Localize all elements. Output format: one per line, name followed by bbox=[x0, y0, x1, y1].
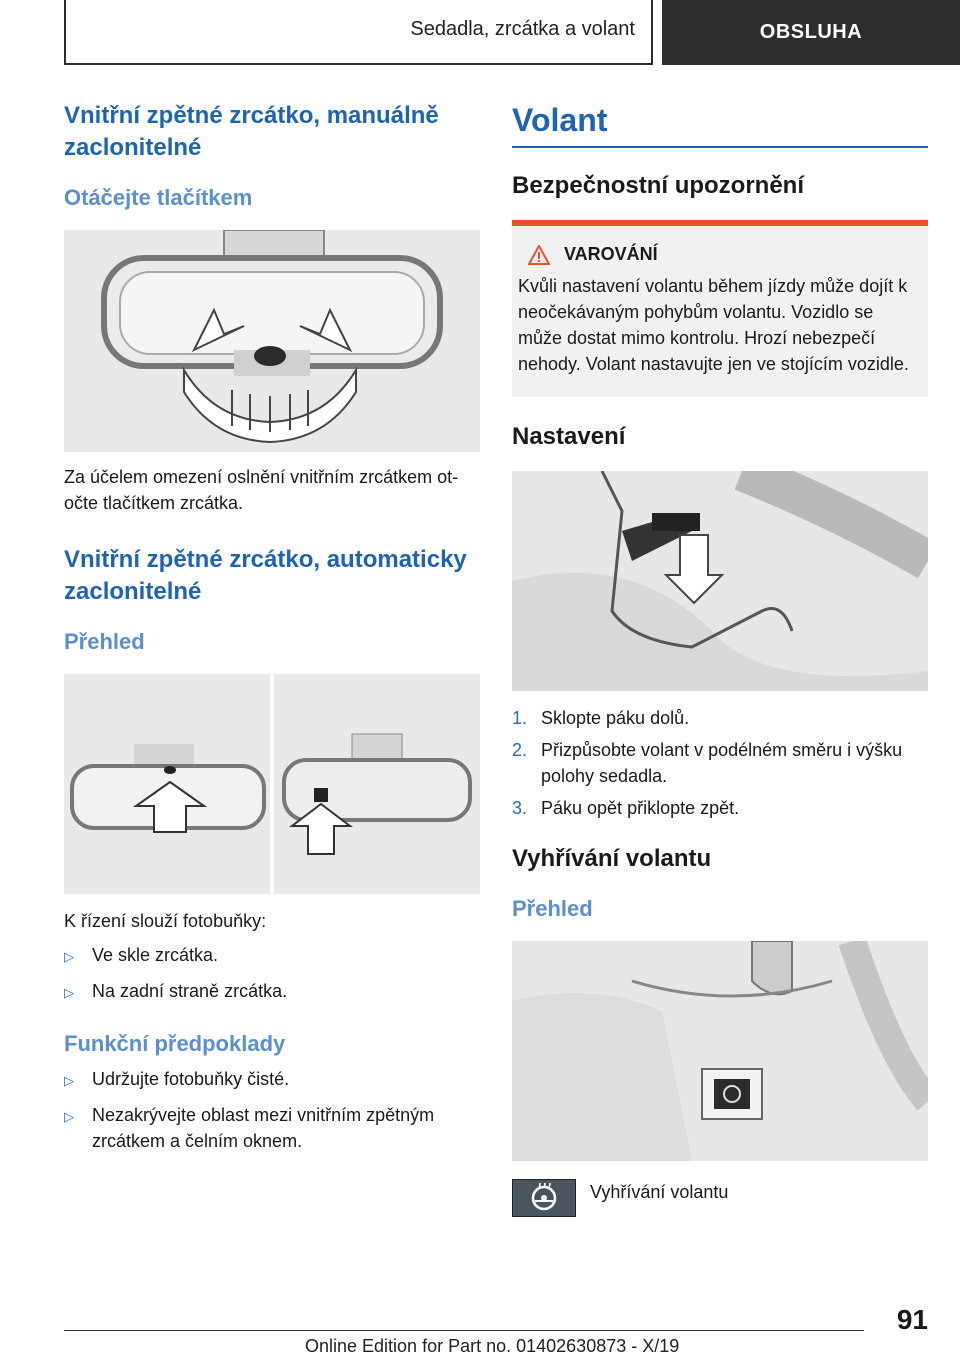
steps-list bbox=[512, 705, 928, 821]
steering-heating-icon bbox=[512, 1179, 576, 1217]
list-item: ▷ Ve skle zrcátka. bbox=[64, 942, 480, 970]
figure-steering-lever bbox=[512, 471, 928, 691]
chapter-tab[interactable]: OBSLUHA bbox=[662, 0, 960, 65]
footer-edition: Online Edition for Part no. 01402630873 - X/19 bbox=[305, 1336, 680, 1356]
subheading-rotate-button: Otáčejte tlačítkem bbox=[64, 185, 253, 210]
warning-triangle-icon bbox=[528, 245, 550, 265]
list-item: ▷ Na zadní straně zrcátka. bbox=[64, 978, 480, 1006]
triangle-bullet-icon: ▷ bbox=[64, 1073, 74, 1088]
bullet-list-photocells bbox=[64, 942, 480, 1006]
warning-box bbox=[512, 220, 928, 397]
heading-rule bbox=[512, 146, 928, 148]
heading-auto-mirror: Vnitřní zpětné zrcátko, automaticky zaclonitelné bbox=[64, 546, 467, 605]
section-title: Sedadla, zrcátka a volant bbox=[410, 18, 635, 40]
icon-legend-row bbox=[512, 1179, 928, 1217]
warning-text: Kvůli nastavení volantu během jízdy může dojít k neočekávaným pohybům volantu. Vozidlo se může dostat mimo kontrolu. Hrozí nebezpečí nehody. Volant nastavujte jen ve stojícím vozidle. bbox=[518, 276, 909, 374]
triangle-bullet-icon: ▷ bbox=[64, 1109, 74, 1124]
footer-rule bbox=[64, 1330, 864, 1331]
left-column bbox=[64, 100, 480, 1162]
page-header bbox=[64, 0, 960, 65]
list-item: 1. Sklopte páku dolů. bbox=[512, 707, 690, 728]
paragraph-rotate: Za účelem omezení oslnění vnitřním zrcátkem otočte tlačítkem zrcátka. bbox=[64, 467, 459, 513]
subheading-overview: Přehled bbox=[64, 629, 145, 654]
subheading-safety: Bezpečnostní upozornění bbox=[512, 172, 805, 199]
triangle-bullet-icon: ▷ bbox=[64, 949, 74, 964]
list-item: 3. Páku opět přiklopte zpět. bbox=[512, 797, 740, 818]
subheading-heating: Vyhřívání volantu bbox=[512, 844, 712, 872]
right-column bbox=[512, 100, 928, 1217]
subheading-overview-2: Přehled bbox=[512, 895, 593, 921]
icon-label: Vyhřívání volantu bbox=[590, 1181, 729, 1202]
subheading-prerequisites: Funkční předpoklady bbox=[64, 1031, 286, 1056]
subheading-adjustment: Nastavení bbox=[512, 423, 626, 450]
warning-title: VAROVÁNÍ bbox=[518, 244, 922, 265]
figure-heating-button bbox=[512, 941, 928, 1161]
bullet-list-prerequisites bbox=[64, 1066, 480, 1154]
heading-steering-wheel: Volant bbox=[512, 102, 608, 138]
figure-mirror-back bbox=[274, 674, 480, 894]
list-item: ▷ Udržujte fotobuňky čisté. bbox=[64, 1066, 480, 1094]
triangle-bullet-icon: ▷ bbox=[64, 985, 74, 1000]
figure-manual-mirror bbox=[64, 230, 480, 452]
page-number: 91 bbox=[896, 1304, 928, 1335]
figure-mirror-front bbox=[64, 674, 270, 894]
heading-manual-mirror: Vnitřní zpětné zrcátko, manuálně zaclonitelné bbox=[64, 102, 439, 161]
list-item: 2. Přizpůsobte volant v podélném směru i výšku polohy sedadla. bbox=[512, 739, 903, 786]
list-item: ▷ Nezakrývejte oblast mezi vnitřním zpětným zrcátkem a čelním oknem. bbox=[64, 1102, 480, 1154]
figure-auto-mirror bbox=[64, 674, 480, 894]
paragraph-photocells: K řízení slouží fotobuňky: bbox=[64, 911, 267, 931]
